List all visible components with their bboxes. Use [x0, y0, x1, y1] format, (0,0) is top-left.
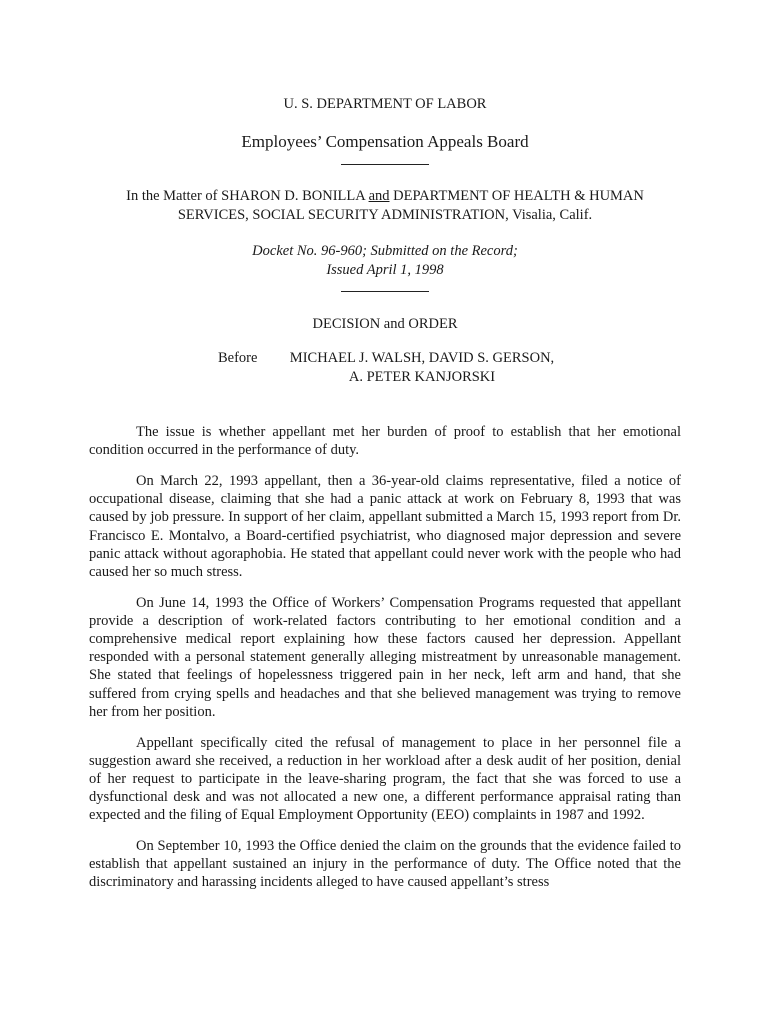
decision-body	[89, 423, 681, 904]
body-paragraph: On June 14, 1993 the Office of Workers’ Compensation Programs requested that appellant provide a description of work-related factors contributing to her emotional condition and a comprehensive medical report explaining how these factors caused her depression. Appellant responded with a personal statement generally alleging mistreatment by unreasonable management. She stated that feelings of hopelessness triggered pain in her neck, left arm and hand, that she suffered from crying spells and headaches and that she believed management was trying to remove her from her position.	[89, 594, 681, 720]
matter-and: and	[368, 188, 390, 204]
board-title: Employees’ Compensation Appeals Board	[241, 132, 529, 151]
docket-info	[0, 242, 770, 280]
matter-line-1	[0, 187, 770, 206]
panel-members	[272, 349, 572, 387]
matter-prefix: In the Matter of SHARON D. BONILLA	[126, 188, 369, 204]
body-paragraph: Appellant specifically cited the refusal of management to place in her personnel file a suggestion award she received, a reduction in her workload after a desk audit of her position, denial of her request to participate in the leave-sharing program, the fact that she was forced to use a dysfunctional desk and was not allocated a new one, a different performance appraisal rating than expected and the filing of Equal Employment Opportunity (EEO) complaints in 1987 and 1992.	[89, 734, 681, 824]
body-paragraph: The issue is whether appellant met her burden of proof to establish that her emotional condition occurred in the performance of duty.	[89, 424, 681, 459]
before-label: Before	[218, 350, 258, 366]
matter-line1-rest: DEPARTMENT OF HEALTH & HUMAN	[389, 188, 644, 204]
department-heading: U. S. DEPARTMENT OF LABOR	[283, 96, 487, 112]
body-paragraph: On September 10, 1993 the Office denied the claim on the grounds that the evidence failed to establish that appellant sustained an injury in the performance of duty. The Office noted that the discriminatory and harassing incidents alleged to have caused appellant’s stress	[89, 838, 681, 891]
panel-members-line-1: MICHAEL J. WALSH, DAVID S. GERSON,	[289, 350, 555, 366]
docket-line-2: Issued April 1, 1998	[326, 262, 444, 278]
panel-members-line-2: A. PETER KANJORSKI	[348, 369, 496, 385]
divider-rule	[341, 291, 429, 292]
matter-line-2: SERVICES, SOCIAL SECURITY ADMINISTRATION, Visalia, Calif.	[177, 207, 593, 223]
matter-caption	[0, 187, 770, 225]
decision-title: DECISION and ORDER	[312, 316, 458, 332]
docket-line-1: Docket No. 96-960; Submitted on the Record;	[252, 243, 518, 259]
body-paragraph: On March 22, 1993 appellant, then a 36-year-old claims representative, filed a notice of occupational disease, claiming that she had a panic attack at work on February 8, 1993 that was caused by job pressure. In support of her claim, appellant submitted a March 15, 1993 report from Dr. Francisco E. Montalvo, a Board-certified psychiatrist, who diagnosed major depression and severe panic attack without agoraphobia. He stated that appellant could never work with the people who had caused her so much stress.	[89, 472, 681, 580]
divider-rule	[341, 164, 429, 165]
